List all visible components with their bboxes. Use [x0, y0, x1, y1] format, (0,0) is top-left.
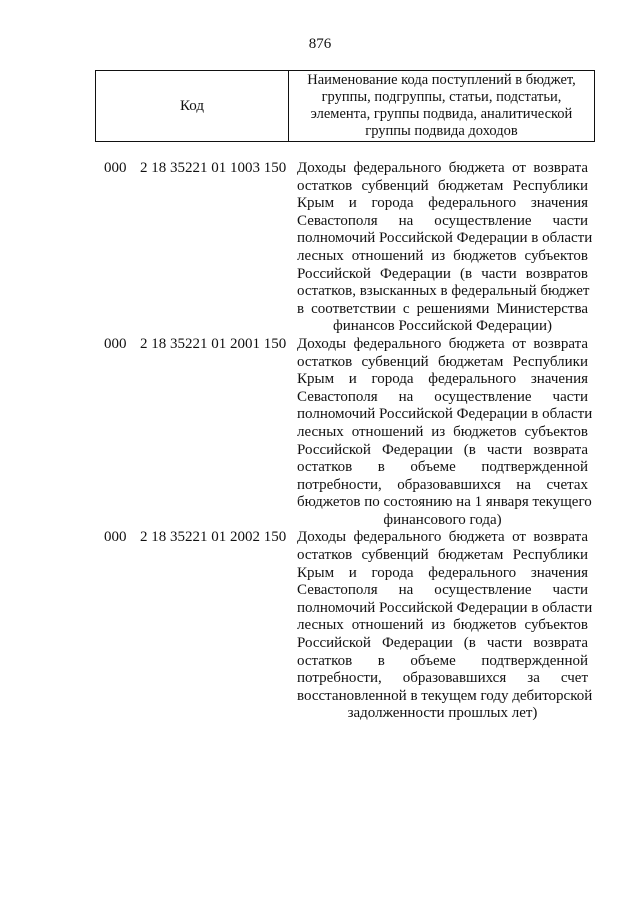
description-line: остатков, взысканных в федеральный бюджет: [297, 283, 590, 300]
row-admin-code: 000: [104, 529, 127, 546]
description-line: восстановленной в текущем году дебиторской: [297, 687, 593, 704]
row-income-code: 2 18 35221 01 2002 150: [140, 529, 287, 546]
header-name-line: группы, подгруппы, статьи, подстатьи,: [321, 89, 562, 105]
description-line: остатков в объеме подтвержденной: [297, 652, 588, 669]
description-line: финансового года): [383, 511, 502, 528]
description-line: Крым и города федерального значения: [297, 195, 588, 212]
row-admin-code: 000: [104, 160, 127, 176]
description-line: полномочий Российской Федерации в области: [297, 599, 593, 616]
header-name-line: Наименование кода поступлений в бюджет,: [307, 72, 576, 88]
description-line: остатков в объеме подтвержденной: [297, 459, 588, 476]
description-line: Севастополя на осуществление части: [297, 388, 588, 405]
description-line: остатков субвенций бюджетам Республики: [297, 177, 588, 194]
description-line: Крым и города федерального значения: [297, 371, 588, 388]
header-name-line: группы подвида доходов: [365, 123, 518, 139]
header-name-line: элемента, группы подвида, аналитической: [310, 106, 573, 122]
row-income-code: 2 18 35221 01 2001 150: [140, 335, 287, 352]
description-line: лесных отношений из бюджетов субъектов: [297, 423, 588, 440]
description-line: полномочий Российской Федерации в области: [297, 230, 593, 247]
row-description: [297, 335, 593, 530]
header-code-cell: Код: [96, 71, 289, 141]
description-line: бюджетов по состоянию на 1 января текущего: [297, 494, 592, 511]
description-line: Российской Федерации (в части возвратов: [297, 265, 588, 282]
description-line: Доходы федерального бюджета от возврата: [297, 529, 588, 546]
description-line: потребности, образовавшихся на счетах: [297, 476, 588, 493]
table-row: [0, 529, 640, 723]
description-line: Доходы федерального бюджета от возврата: [297, 160, 588, 176]
description-line: Севастополя на осуществление части: [297, 582, 588, 599]
description-line: полномочий Российской Федерации в области: [297, 406, 593, 423]
table-header: [95, 70, 595, 142]
description-line: задолженности прошлых лет): [347, 705, 538, 722]
row-income-code: 2 18 35221 01 1003 150: [140, 160, 287, 176]
description-line: потребности, образовавшихся за счет: [297, 670, 588, 687]
description-line: Севастополя на осуществление части: [297, 212, 588, 229]
description-line: остатков субвенций бюджетам Республики: [297, 547, 588, 564]
table-row: [0, 336, 640, 530]
description-line: Российской Федерации (в части возврата: [297, 635, 588, 652]
row-description: [297, 160, 593, 336]
description-line: остатков субвенций бюджетам Республики: [297, 353, 588, 370]
description-line: лесных отношений из бюджетов субъектов: [297, 247, 588, 264]
row-description: [297, 529, 593, 723]
header-name-cell: [289, 71, 594, 141]
description-line: в соответствии с решениями Министерства: [297, 300, 588, 317]
row-admin-code: 000: [104, 335, 127, 352]
description-line: финансов Российской Федерации): [333, 318, 552, 335]
description-line: Российской Федерации (в части возврата: [297, 441, 588, 458]
description-line: Доходы федерального бюджета от возврата: [297, 335, 588, 352]
page-number: 876: [308, 36, 332, 52]
description-line: лесных отношений из бюджетов субъектов: [297, 617, 588, 634]
code-rows: [0, 160, 640, 723]
table-row: [0, 160, 640, 336]
description-line: Крым и города федерального значения: [297, 564, 588, 581]
